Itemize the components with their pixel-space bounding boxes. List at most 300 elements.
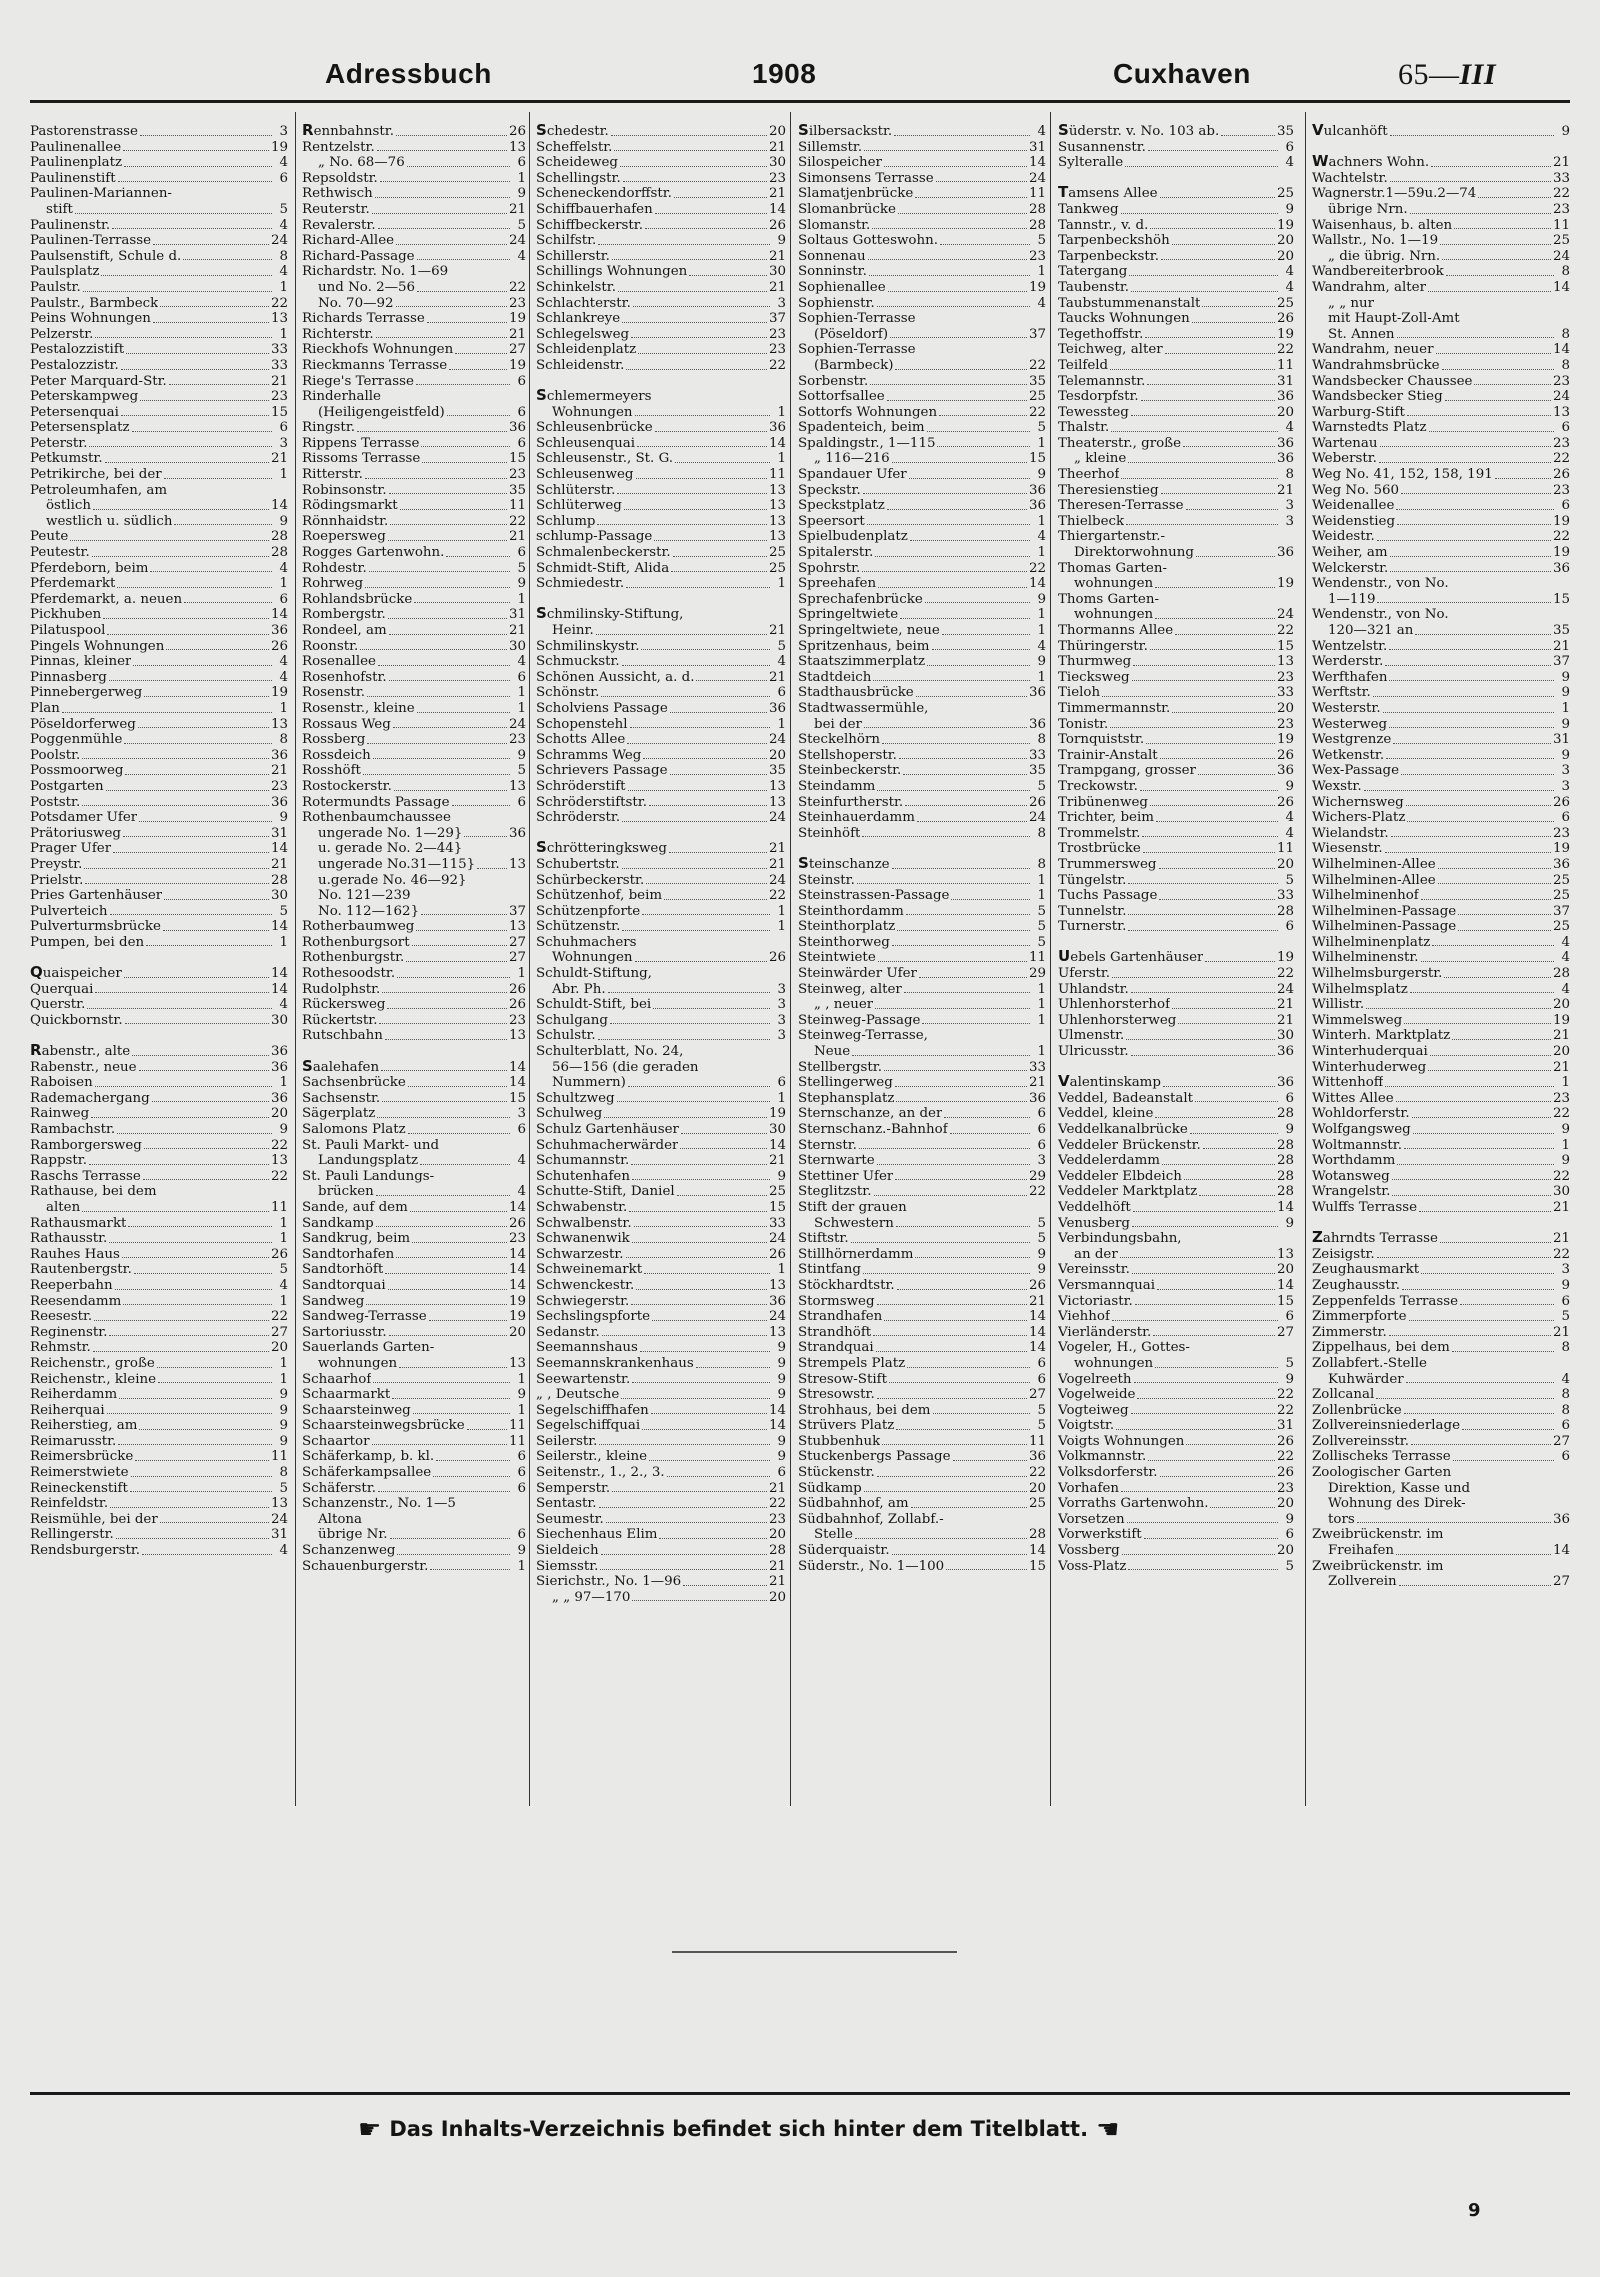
street-name: Reesestr.	[30, 1309, 93, 1325]
index-column	[798, 124, 1046, 1806]
street-entry	[798, 296, 1046, 312]
street-name: 1—119	[1328, 591, 1376, 607]
street-entry	[30, 140, 288, 156]
district-number: 28	[1276, 1153, 1294, 1169]
leader-dots	[654, 540, 767, 541]
street-name: Rautenbergstr.	[30, 1262, 132, 1278]
street-name: Speersort	[798, 513, 865, 529]
district-number: 1	[1037, 1012, 1046, 1028]
street-entry	[30, 779, 288, 795]
street-name: Schedestr.	[536, 124, 609, 139]
district-number: 33	[1028, 747, 1046, 763]
district-number: 13	[768, 513, 786, 529]
street-name: Rehmstr.	[30, 1340, 91, 1356]
leader-dots	[130, 1491, 272, 1492]
street-name: Querquai	[30, 981, 94, 997]
street-entry	[1058, 1481, 1294, 1497]
street-name: Tamsens Allee	[1058, 186, 1158, 202]
street-entry	[1312, 264, 1570, 280]
leader-dots	[400, 509, 507, 510]
leader-dots	[1401, 493, 1551, 494]
district-number: 19	[1276, 732, 1294, 748]
street-name: Rethwisch	[302, 186, 373, 202]
end-rule	[672, 1951, 957, 1953]
street-name: Paulinen-Terrasse	[30, 233, 152, 249]
leader-dots	[91, 1117, 269, 1118]
district-number: 3	[777, 1012, 786, 1028]
street-name: Richard-Allee	[302, 233, 395, 249]
street-name: Stellshoperstr.	[798, 747, 897, 763]
district-number: 3	[777, 1028, 786, 1044]
district-number: 36	[768, 420, 786, 436]
column-divider	[529, 112, 530, 1806]
street-name: „ , Deutsche	[536, 1387, 620, 1403]
leader-dots	[1148, 150, 1278, 151]
street-entry	[302, 701, 526, 717]
leader-dots	[867, 524, 1030, 525]
district-number: 25	[768, 545, 786, 561]
district-number: 1	[1037, 607, 1046, 623]
leader-dots	[143, 1179, 269, 1180]
leader-dots	[433, 1476, 510, 1477]
street-name: Spaldingstr., 1—115	[798, 435, 936, 451]
street-name: Stiftstr.	[798, 1231, 849, 1247]
leader-dots	[896, 1101, 1027, 1102]
leader-dots	[641, 649, 770, 650]
street-name: Scheffelstr.	[536, 139, 613, 155]
street-entry	[798, 654, 1046, 670]
leader-dots	[1390, 181, 1551, 182]
leader-dots	[1190, 1133, 1278, 1134]
leader-dots	[115, 1289, 272, 1290]
street-name: Wandsbecker Chaussee	[1312, 373, 1473, 389]
street-name: Stubbenhuk	[798, 1433, 881, 1449]
district-number: 1	[777, 919, 786, 935]
street-entry	[302, 1247, 526, 1263]
district-number: 6	[1285, 1309, 1294, 1325]
district-number: 24	[1028, 170, 1046, 186]
street-name: Seilerstr.	[536, 1433, 598, 1449]
street-entry	[1058, 607, 1294, 623]
street-entry	[1312, 841, 1570, 857]
street-entry	[798, 1138, 1046, 1154]
street-entry	[302, 545, 526, 561]
district-number: 4	[279, 155, 288, 171]
street-entry	[1058, 1512, 1294, 1528]
street-name: Sternstr.	[798, 1137, 857, 1153]
district-number: 4	[279, 1543, 288, 1559]
leader-dots	[1126, 1039, 1275, 1040]
district-number: 3	[1561, 1262, 1570, 1278]
leader-dots	[620, 166, 767, 167]
leader-dots	[1401, 774, 1554, 775]
street-name: Volkmannstr.	[1058, 1449, 1147, 1465]
street-entry	[1058, 498, 1294, 514]
street-entry	[302, 451, 526, 467]
leader-dots	[1128, 462, 1275, 463]
district-number: 4	[1285, 810, 1294, 826]
district-number: 22	[1028, 1184, 1046, 1200]
street-entry	[1312, 1106, 1570, 1122]
leader-dots	[599, 1507, 767, 1508]
street-name: Pferdemarkt	[30, 576, 116, 592]
street-name: Steinfurtherstr.	[798, 794, 904, 810]
leader-dots	[649, 1460, 770, 1461]
leader-dots	[388, 540, 507, 541]
district-number: 1	[517, 966, 526, 982]
street-entry	[302, 405, 526, 421]
leader-dots	[387, 1008, 506, 1009]
street-entry	[1058, 795, 1294, 811]
district-number: 3	[1285, 498, 1294, 514]
street-name: Tesdorpfstr.	[1058, 389, 1139, 405]
district-number: 28	[768, 1543, 786, 1559]
district-number: 4	[1561, 1371, 1570, 1387]
street-entry	[1312, 529, 1570, 545]
street-entry	[302, 623, 526, 639]
district-number: 20	[270, 1106, 288, 1122]
street-entry	[798, 171, 1046, 187]
street-name: Wichernsweg	[1312, 794, 1404, 810]
district-number: 14	[1028, 1543, 1046, 1559]
street-name: Wilhelminen-Passage	[1312, 919, 1457, 935]
street-name: Steindamm	[798, 778, 876, 794]
street-name: Zollcanal	[1312, 1387, 1375, 1403]
leader-dots	[1163, 1086, 1275, 1087]
district-number: 36	[508, 825, 526, 841]
district-number: 4	[279, 560, 288, 576]
street-name: St. Pauli Landungs-	[302, 1168, 435, 1184]
street-entry	[302, 1216, 526, 1232]
district-number: 6	[279, 170, 288, 186]
street-entry	[302, 420, 526, 436]
district-number: 30	[1276, 1028, 1294, 1044]
leader-dots	[447, 415, 510, 416]
leader-dots	[376, 337, 507, 338]
district-number: 28	[1552, 966, 1570, 982]
leader-dots	[1376, 1398, 1554, 1399]
leader-dots	[1161, 259, 1275, 260]
leader-dots	[670, 712, 767, 713]
street-name: stift	[46, 201, 73, 217]
leader-dots	[390, 1538, 510, 1539]
district-number: 20	[508, 1324, 526, 1340]
street-name: Schaarmarkt	[302, 1387, 391, 1403]
leader-dots	[1380, 446, 1551, 447]
street-entry	[536, 1418, 786, 1434]
district-number: 5	[1037, 1231, 1046, 1247]
street-name: Rosshöft	[302, 763, 361, 779]
leader-dots	[651, 1413, 767, 1414]
street-entry	[302, 607, 526, 623]
street-name: mit Haupt-Zoll-Amt	[1328, 311, 1460, 327]
street-entry	[798, 1340, 1046, 1356]
leader-dots	[927, 431, 1030, 432]
leader-dots	[142, 1554, 272, 1555]
district-number: 20	[768, 1589, 786, 1605]
street-name: Soltaus Gotteswohn.	[798, 233, 938, 249]
street-name: Stresowstr.	[798, 1387, 875, 1403]
district-number: 14	[270, 981, 288, 997]
street-name: Südbahnhof, Zollabf.-	[798, 1511, 944, 1527]
district-number: 29	[1028, 966, 1046, 982]
leader-dots	[877, 790, 1030, 791]
street-entry	[30, 966, 288, 982]
street-name: Sternschanze, an der	[798, 1106, 943, 1122]
street-name: Schulstr.	[536, 1028, 596, 1044]
district-number: 8	[279, 732, 288, 748]
street-entry	[30, 1169, 288, 1185]
district-number: 30	[508, 638, 526, 654]
street-name: und No. 2—56	[318, 279, 416, 295]
district-number: 6	[1037, 1106, 1046, 1122]
street-entry	[798, 358, 1046, 374]
street-name: Ulricusstr.	[1058, 1044, 1129, 1060]
district-number: 8	[1285, 467, 1294, 483]
street-entry	[798, 1169, 1046, 1185]
street-name: Weberstr.	[1312, 451, 1377, 467]
street-entry	[1312, 888, 1570, 904]
street-entry	[1312, 857, 1570, 873]
street-name: Segelschiffquai	[536, 1418, 641, 1434]
district-number: 9	[1561, 669, 1570, 685]
street-entry	[798, 1106, 1046, 1122]
leader-dots	[1410, 213, 1551, 214]
district-number: 13	[270, 1496, 288, 1512]
district-number: 13	[508, 919, 526, 935]
district-number: 9	[1561, 716, 1570, 732]
street-name: Wandrahm, alter	[1312, 279, 1426, 295]
leader-dots	[919, 977, 1027, 978]
district-number: 9	[279, 1122, 288, 1137]
leader-dots	[140, 135, 272, 136]
street-entry	[30, 311, 288, 327]
street-name: Wagnerstr.1—59u.2—74	[1312, 186, 1477, 202]
leader-dots	[1389, 1335, 1551, 1336]
street-entry	[30, 561, 288, 577]
street-name: Schäferstr.	[302, 1480, 377, 1496]
street-name: Pinnebergerweg	[30, 685, 143, 701]
street-entry	[798, 311, 1046, 327]
street-name: Siemsstr.	[536, 1558, 599, 1574]
district-number: 3	[777, 997, 786, 1013]
street-entry	[30, 1356, 288, 1372]
district-number: 9	[1561, 1277, 1570, 1293]
district-number: 24	[1028, 810, 1046, 826]
leader-dots	[1385, 852, 1551, 853]
street-name: Zweibrückenstr. im	[1312, 1558, 1444, 1574]
street-entry	[1058, 1325, 1294, 1341]
leader-dots	[610, 1023, 770, 1024]
street-name: Rotherbaumweg	[302, 919, 415, 935]
street-name: Voss-Platz	[1058, 1558, 1127, 1574]
district-number: 21	[768, 1574, 786, 1590]
leader-dots	[1415, 634, 1551, 635]
district-number: 13	[768, 778, 786, 794]
leader-dots	[107, 1413, 272, 1414]
leader-dots	[670, 774, 767, 775]
leader-dots	[1122, 1554, 1275, 1555]
street-name: Vorhafen	[1058, 1480, 1120, 1496]
leader-dots	[852, 1055, 1030, 1056]
leader-dots	[632, 1600, 767, 1601]
leader-dots	[1143, 852, 1275, 853]
leader-dots	[1128, 914, 1275, 915]
street-name: Welckerstr.	[1312, 560, 1389, 576]
leader-dots	[637, 446, 767, 447]
street-name: Rutschbahn	[302, 1028, 383, 1044]
street-entry	[798, 155, 1046, 171]
leader-dots	[636, 1289, 767, 1290]
leader-dots	[892, 462, 1027, 463]
leader-dots	[915, 1257, 1030, 1258]
street-entry	[1312, 296, 1570, 312]
district-number: 25	[1028, 389, 1046, 405]
leader-dots	[133, 665, 272, 666]
street-name: Steinbeckerstr.	[798, 763, 902, 779]
street-entry	[302, 904, 526, 920]
street-name: Schmalenbeckerstr.	[536, 545, 671, 561]
district-number: 1	[777, 1262, 786, 1278]
street-entry	[1312, 623, 1570, 639]
leader-dots	[864, 1491, 1027, 1492]
leader-dots	[863, 493, 1027, 494]
district-number: 36	[270, 794, 288, 810]
leader-dots	[884, 166, 1027, 167]
street-entry	[1058, 311, 1294, 327]
leader-dots	[669, 852, 767, 853]
street-name: Rothenburgstr.	[302, 950, 405, 966]
leader-dots	[123, 1304, 272, 1305]
street-entry	[1058, 1075, 1294, 1091]
street-name: Schleidenstr.	[536, 357, 625, 373]
street-name: Süderstr., No. 1—100	[798, 1558, 945, 1574]
street-entry	[536, 1075, 786, 1091]
district-number: 1	[279, 279, 288, 295]
street-entry	[1058, 685, 1294, 701]
street-entry	[1058, 919, 1294, 935]
street-entry	[30, 155, 288, 171]
street-entry	[1312, 1465, 1570, 1481]
district-number: 9	[1561, 124, 1570, 139]
street-entry	[1058, 1403, 1294, 1419]
leader-dots	[153, 244, 269, 245]
leader-dots	[1199, 1195, 1275, 1196]
district-number: 21	[1276, 482, 1294, 498]
street-entry	[302, 670, 526, 686]
street-entry	[536, 576, 786, 592]
leader-dots	[452, 805, 511, 806]
district-number: 22	[768, 357, 786, 373]
street-name: Paulstr., Barmbeck	[30, 295, 159, 311]
street-name: Poggenmühle	[30, 732, 123, 748]
street-name: Stift der grauen	[798, 1199, 907, 1215]
leader-dots	[436, 1460, 510, 1461]
street-name: Schaarhof	[302, 1371, 372, 1387]
street-entry	[798, 670, 1046, 686]
street-entry	[536, 841, 786, 857]
district-number: 20	[1276, 233, 1294, 249]
street-name: Peutestr.	[30, 545, 90, 561]
street-entry	[1312, 1372, 1570, 1388]
street-name: Pumpen, bei den	[30, 934, 145, 950]
leader-dots	[877, 1398, 1027, 1399]
street-name: Strempels Platz	[798, 1355, 906, 1371]
leader-dots	[397, 977, 510, 978]
district-number: 37	[768, 311, 786, 327]
street-name: Rönnhaidstr.	[302, 513, 389, 529]
district-number: 26	[768, 950, 786, 966]
district-number: 27	[270, 1324, 288, 1340]
district-number: 21	[768, 248, 786, 264]
street-name: Schürbeckerstr.	[536, 872, 645, 888]
street-name: Rieckhofs Wohnungen	[302, 342, 454, 358]
street-name: Südbahnhof, am	[798, 1496, 909, 1512]
district-number: 14	[270, 919, 288, 935]
street-entry	[798, 1325, 1046, 1341]
street-name: Steinthorweg	[798, 934, 890, 950]
leader-dots	[922, 1023, 1030, 1024]
leader-dots	[1150, 805, 1275, 806]
leader-dots	[892, 945, 1030, 946]
district-number: 4	[517, 1184, 526, 1200]
leader-dots	[109, 680, 272, 681]
district-number: 13	[508, 1028, 526, 1044]
street-name: Schlankreye	[536, 311, 621, 327]
street-name: Taubenstr.	[1058, 279, 1130, 295]
leader-dots	[1377, 1257, 1551, 1258]
district-number: 36	[1552, 560, 1570, 576]
street-name: Schleusenbrücke	[536, 420, 653, 436]
leader-dots	[144, 696, 269, 697]
district-number: 20	[1276, 1496, 1294, 1512]
street-name: „ No. 68—76	[318, 155, 405, 171]
leader-dots	[388, 618, 507, 619]
leader-dots	[862, 836, 1030, 837]
district-number: 11	[1552, 217, 1570, 233]
district-number: 23	[508, 1231, 526, 1247]
district-number: 30	[768, 264, 786, 280]
district-number: 25	[768, 1184, 786, 1200]
district-number: 35	[1028, 373, 1046, 389]
leader-dots	[365, 587, 510, 588]
street-entry	[1312, 327, 1570, 343]
district-number: 5	[1285, 872, 1294, 888]
street-entry	[30, 1200, 288, 1216]
leader-dots	[1148, 1460, 1275, 1461]
street-entry	[536, 249, 786, 265]
street-name: Sandweg-Terrasse	[302, 1309, 427, 1325]
street-name: wohnungen	[1074, 1355, 1154, 1371]
column-divider	[1050, 112, 1051, 1806]
street-entry	[302, 966, 526, 982]
leader-dots	[373, 758, 510, 759]
leader-dots	[421, 914, 507, 915]
district-number: 5	[777, 638, 786, 654]
street-entry	[536, 1122, 786, 1138]
street-name: Stöckhardtstr.	[798, 1277, 895, 1293]
district-number: 36	[270, 1044, 288, 1060]
street-name: Paulinen-Mariannen-	[30, 186, 172, 202]
district-number: 24	[1552, 248, 1570, 264]
district-number: 27	[1552, 1433, 1570, 1449]
leader-dots	[382, 1101, 507, 1102]
district-number: 23	[508, 467, 526, 483]
street-name: Weg No. 560	[1312, 482, 1400, 498]
district-number: 23	[1552, 825, 1570, 841]
street-entry	[1312, 1543, 1570, 1559]
leader-dots	[600, 1569, 767, 1570]
